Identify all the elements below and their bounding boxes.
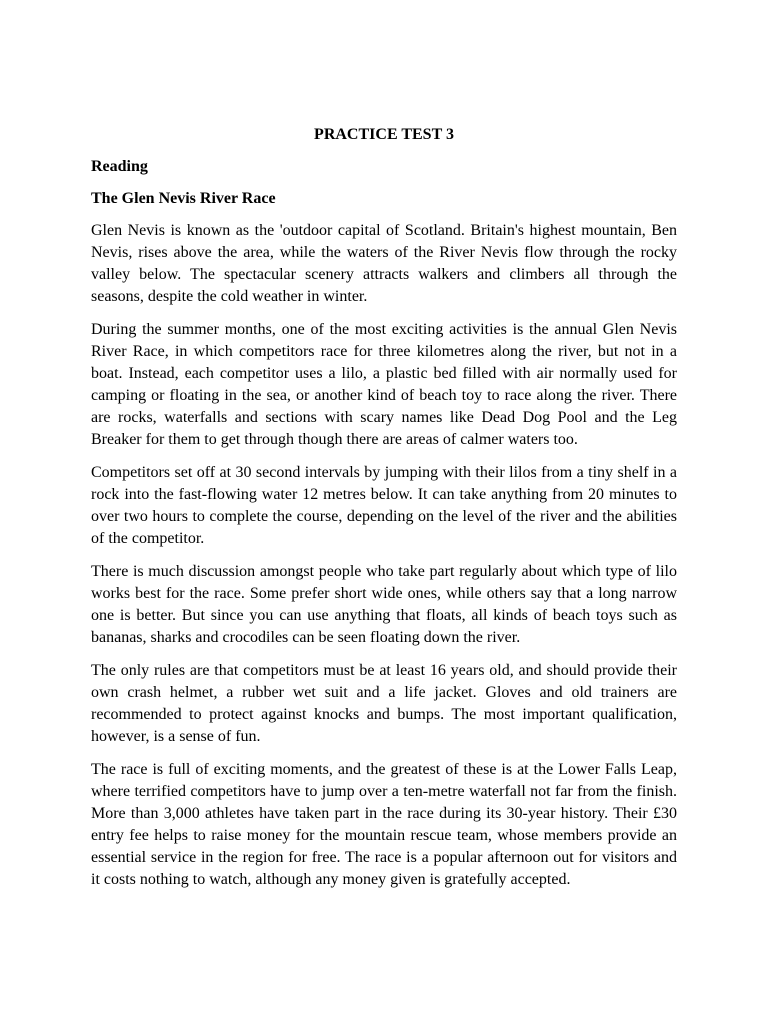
article-title: The Glen Nevis River Race bbox=[91, 190, 276, 207]
paragraph-4: There is much discussion amongst people who take part regularly about which type of lilo works best for the race. Some prefer short wide ones, while others say that a long narrow one is better. But since you can use anything that floats, all kinds of beach toys such as bananas, sharks and crocodiles can be seen floating down the river. bbox=[91, 563, 677, 646]
paragraph-3: Competitors set off at 30 second intervals by jumping with their lilos from a tiny shelf in a rock into the fast-flowing water 12 metres below. It can take anything from 20 minutes to over two hours to complete the course, depending on the level of the river and the abilities of the competitor. bbox=[91, 464, 677, 547]
paragraph-2: During the summer months, one of the most exciting activities is the annual Glen Nevis River Race, in which competitors race for three kilometres along the river, but not in a boat. Instead, each competitor uses a lilo, a plastic bed filled with air normally used for camping or floating in the sea, or another kind of beach toy to race along the river. There are rocks, waterfalls and sections with scary names like Dead Dog Pool and the Leg Breaker for them to get through though there are areas of calmer waters too. bbox=[91, 321, 677, 448]
paragraph-6: The race is full of exciting moments, and the greatest of these is at the Lower Falls Leap, where terrified competitors have to jump over a ten-metre waterfall not far from the finish. More than 3,000 athletes have taken part in the race during its 30-year history. Their £30 entry fee helps to raise money for the mountain rescue team, whose members provide an essential service in the region for free. The race is a popular afternoon out for visitors and it costs nothing to watch, although any money given is gratefully accepted. bbox=[91, 761, 677, 888]
paragraph-5: The only rules are that competitors must be at least 16 years old, and should provide their own crash helmet, a rubber wet suit and a life jacket. Gloves and old trainers are recommended to protect against knocks and bumps. The most important qualification, however, is a sense of fun. bbox=[91, 662, 677, 745]
section-heading: Reading bbox=[91, 158, 148, 175]
test-title: PRACTICE TEST 3 bbox=[314, 126, 454, 143]
paragraph-1: Glen Nevis is known as the 'outdoor capital of Scotland. Britain's highest mountain, Ben Nevis, rises above the area, while the waters of the River Nevis flow through the rocky valley below. The spectacular scenery attracts walkers and climbers all through the seasons, despite the cold weather in winter. bbox=[91, 222, 677, 305]
